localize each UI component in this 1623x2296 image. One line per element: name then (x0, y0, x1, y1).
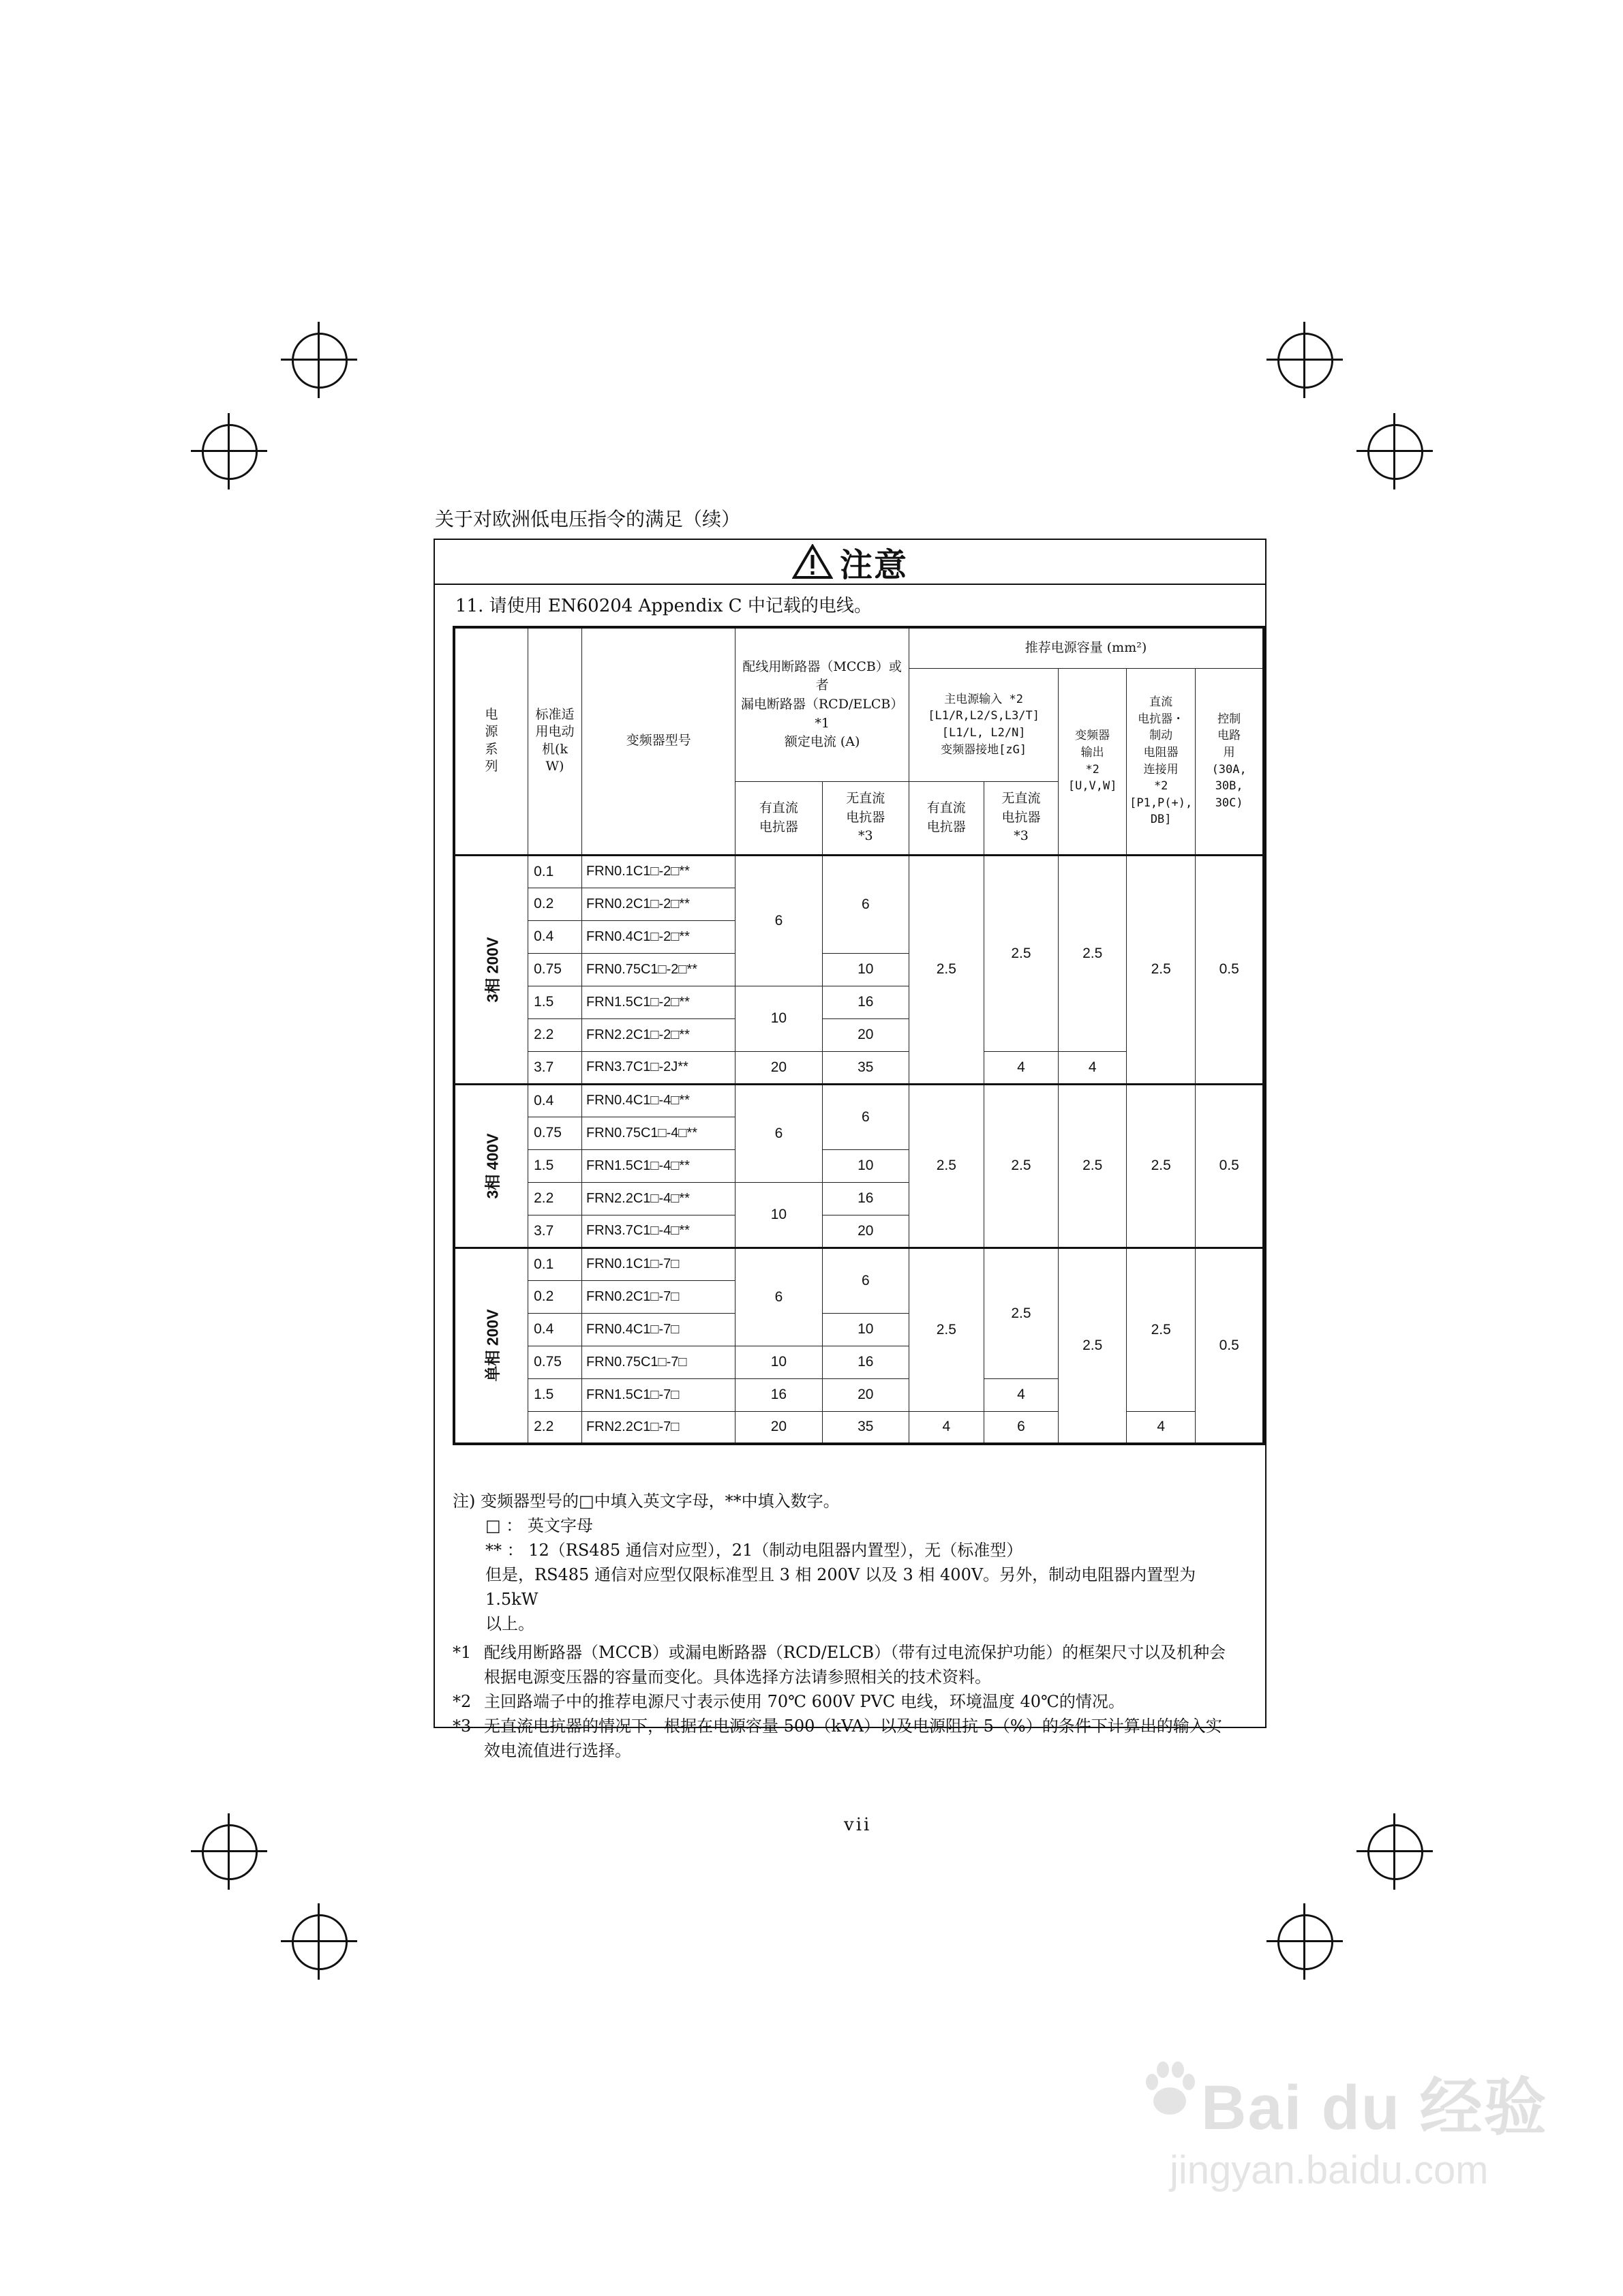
mccb-without-dcr-cell: 16 (822, 1182, 909, 1215)
capacity-cell: 0.75 (528, 1117, 582, 1149)
series-1ph-200v: 单相 200V (454, 1248, 528, 1444)
dc-reactor-cell: 2.5 (1127, 1248, 1196, 1411)
dc-reactor-cell: 2.5 (1127, 855, 1196, 1084)
mccb-with-dcr-cell: 6 (735, 1248, 822, 1346)
note-head: 注) 变频器型号的□中填入英文字母，**中填入数字。 (453, 1492, 840, 1511)
model-cell: FRN1.5C1□-7□ (581, 1378, 735, 1411)
capacity-cell: 0.75 (528, 1346, 582, 1378)
registration-mark-icon (1356, 1813, 1433, 1890)
mccb-with-dcr-cell: 10 (735, 1346, 822, 1378)
note-line: 但是，RS485 通信对应型仅限标准型且 3 相 200V 以及 3 相 400V。另外，制动电阻器内置型为 1.5kW (485, 1565, 1196, 1609)
section-title: 关于对欧洲低电压指令的满足（续） (435, 508, 741, 530)
output-cell: 2.5 (1059, 1248, 1127, 1444)
capacity-cell: 0.2 (528, 888, 582, 920)
footnote-2: *2 主回路端子中的推荐电源尺寸表示使用 70℃ 600V PVC 电线，环境温度 40℃的情况。 (453, 1692, 1125, 1711)
mccb-without-dcr-cell: 20 (822, 1215, 909, 1248)
registration-mark-icon (1356, 413, 1433, 489)
mccb-with-dcr-cell: 16 (735, 1378, 822, 1411)
model-cell: FRN0.1C1□-7□ (581, 1248, 735, 1280)
capacity-cell: 0.1 (528, 1248, 582, 1280)
mccb-without-dcr-cell: 35 (822, 1051, 909, 1084)
main-with-dcr-cell: 2.5 (909, 1248, 984, 1411)
watermark-brand: Bai du 经验 (1201, 2073, 1548, 2143)
control-cell: 0.5 (1196, 1248, 1264, 1444)
capacity-cell: 3.7 (528, 1051, 582, 1084)
capacity-cell: 1.5 (528, 1378, 582, 1411)
capacity-cell: 0.2 (528, 1280, 582, 1313)
mccb-without-dcr-cell: 10 (822, 1313, 909, 1346)
model-cell: FRN0.4C1□-2□** (581, 920, 735, 953)
capacity-cell: 2.2 (528, 1018, 582, 1051)
mccb-with-dcr-cell: 20 (735, 1051, 822, 1084)
notes (453, 1489, 1250, 1763)
mccb-without-dcr-cell: 10 (822, 953, 909, 986)
capacity-cell: 0.4 (528, 1313, 582, 1346)
model-cell: FRN0.75C1□-4□** (581, 1117, 735, 1149)
capacity-cell: 2.2 (528, 1411, 582, 1444)
control-cell: 0.5 (1196, 855, 1264, 1084)
mccb-without-dcr-cell: 10 (822, 1149, 909, 1182)
model-cell: FRN0.1C1□-2□** (581, 855, 735, 888)
caution-title: 注意 (839, 545, 908, 584)
footnote-1: *1 配线用断路器（MCCB）或漏电断路器（RCD/ELCB）（带有过电流保护功能）的框架尺寸以及机种会 根据电源变压器的容量而变化。具体选择方法请参照相关的技术资料。 (453, 1643, 1226, 1687)
main-without-dcr-cell: 4 (984, 1051, 1059, 1084)
warning-triangle-icon (792, 544, 833, 579)
main-without-dcr-cell: 2.5 (984, 855, 1059, 1051)
model-cell: FRN0.4C1□-7□ (581, 1313, 735, 1346)
mccb-without-dcr-cell: 6 (822, 1248, 909, 1313)
header-control-circuit: 控制 电路 用 (30A, 30B, 30C) (1196, 668, 1264, 855)
footnote-3: *3 无直流电抗器的情况下，根据在电源容量 500（kVA）以及电源阻抗 5（%）的条件下计算出的输入实 效电流值进行选择。 (453, 1717, 1222, 1760)
header-main-without-dcr: 无直流 电抗器 *3 (984, 781, 1059, 855)
capacity-cell: 1.5 (528, 1149, 582, 1182)
series-3ph-200v: 3相 200V (454, 855, 528, 1084)
mccb-with-dcr-cell: 6 (735, 1084, 822, 1182)
baidu-watermark (1142, 2038, 1551, 2216)
watermark-url: jingyan.baidu.com (1170, 2148, 1489, 2192)
capacity-cell: 2.2 (528, 1182, 582, 1215)
dc-reactor-cell: 4 (1127, 1411, 1196, 1444)
capacity-cell: 1.5 (528, 986, 582, 1018)
model-cell: FRN2.2C1□-7□ (581, 1411, 735, 1444)
main-with-dcr-cell: 2.5 (909, 855, 984, 1084)
note-line: 以上。 (485, 1614, 534, 1633)
registration-mark-icon (281, 322, 357, 398)
main-without-dcr-cell: 6 (984, 1411, 1059, 1444)
mccb-with-dcr-cell: 10 (735, 986, 822, 1051)
model-cell: FRN0.2C1□-2□** (581, 888, 735, 920)
capacity-cell: 3.7 (528, 1215, 582, 1248)
cable-spec-table (453, 626, 1265, 1445)
header-breaker: 配线用断路器（MCCB）或 者 漏电断路器（RCD/ELCB） *1 额定电流 (A) (735, 627, 909, 781)
registration-mark-icon (191, 413, 267, 489)
mccb-with-dcr-cell: 20 (735, 1411, 822, 1444)
header-mccb-with-dcr: 有直流 电抗器 (735, 781, 822, 855)
model-cell: FRN0.75C1□-2□** (581, 953, 735, 986)
output-cell: 2.5 (1059, 1084, 1127, 1248)
mccb-without-dcr-cell: 20 (822, 1018, 909, 1051)
model-cell: FRN1.5C1□-2□** (581, 986, 735, 1018)
mccb-without-dcr-cell: 6 (822, 855, 909, 953)
output-cell: 2.5 (1059, 855, 1127, 1051)
mccb-without-dcr-cell: 6 (822, 1084, 909, 1149)
capacity-cell: 0.4 (528, 920, 582, 953)
header-mccb-without-dcr: 无直流 电抗器 *3 (822, 781, 909, 855)
main-without-dcr-cell: 2.5 (984, 1084, 1059, 1248)
model-cell: FRN0.2C1□-7□ (581, 1280, 735, 1313)
note-line: □ ： 英文字母 (485, 1516, 593, 1535)
header-recommended-size: 推荐电源容量 (mm²) (909, 627, 1264, 668)
model-cell: FRN0.4C1□-4□** (581, 1084, 735, 1117)
model-cell: FRN0.75C1□-7□ (581, 1346, 735, 1378)
mccb-with-dcr-cell: 10 (735, 1182, 822, 1248)
main-without-dcr-cell: 2.5 (984, 1248, 1059, 1378)
registration-mark-icon (281, 1903, 357, 1980)
model-cell: FRN3.7C1□-4□** (581, 1215, 735, 1248)
main-with-dcr-cell: 2.5 (909, 1084, 984, 1248)
caution-notice-box (434, 539, 1266, 1760)
registration-mark-icon (191, 1813, 267, 1890)
control-cell: 0.5 (1196, 1084, 1264, 1248)
note-line: ** ： 12（RS485 通信对应型），21（制动电阻器内置型），无（标准型） (485, 1541, 1023, 1560)
series-3ph-400v: 3相 400V (454, 1084, 528, 1248)
registration-mark-icon (1266, 322, 1343, 398)
header-model: 变频器型号 (581, 627, 735, 855)
model-cell: FRN3.7C1□-2J** (581, 1051, 735, 1084)
capacity-cell: 0.75 (528, 953, 582, 986)
mccb-without-dcr-cell: 16 (822, 986, 909, 1018)
capacity-cell: 0.4 (528, 1084, 582, 1117)
dc-reactor-cell: 2.5 (1127, 1084, 1196, 1248)
header-series: 电源系列 (454, 627, 528, 855)
mccb-without-dcr-cell: 16 (822, 1346, 909, 1378)
instruction-item-11: 11. 请使用 EN60204 Appendix C 中记载的电线。 (455, 596, 872, 616)
header-main-input: 主电源输入 *2 [L1/R,L2/S,L3/T] [L1/L, L2/N] 变频器接地[zG] (909, 668, 1058, 781)
registration-mark-icon (1266, 1903, 1343, 1980)
main-without-dcr-cell: 4 (984, 1378, 1059, 1411)
header-main-with-dcr: 有直流 电抗器 (909, 781, 984, 855)
paw-logo-icon (1142, 2059, 1197, 2120)
output-cell: 4 (1059, 1051, 1127, 1084)
model-cell: FRN2.2C1□-4□** (581, 1182, 735, 1215)
page-number: vii (844, 1815, 872, 1835)
main-with-dcr-cell: 4 (909, 1411, 984, 1444)
mccb-without-dcr-cell: 20 (822, 1378, 909, 1411)
model-cell: FRN2.2C1□-2□** (581, 1018, 735, 1051)
model-cell: FRN1.5C1□-4□** (581, 1149, 735, 1182)
mccb-with-dcr-cell: 6 (735, 855, 822, 986)
mccb-without-dcr-cell: 35 (822, 1411, 909, 1444)
capacity-cell: 0.1 (528, 855, 582, 888)
header-dc-reactor: 直流 电抗器・ 制动 电阻器 连接用 *2 [P1,P(+), DB] (1127, 668, 1196, 855)
header-motor: 标准适用电动机(kW) (528, 627, 582, 855)
header-inverter-output: 变频器 输出 *2 [U,V,W] (1059, 668, 1127, 855)
caution-header (435, 540, 1265, 585)
